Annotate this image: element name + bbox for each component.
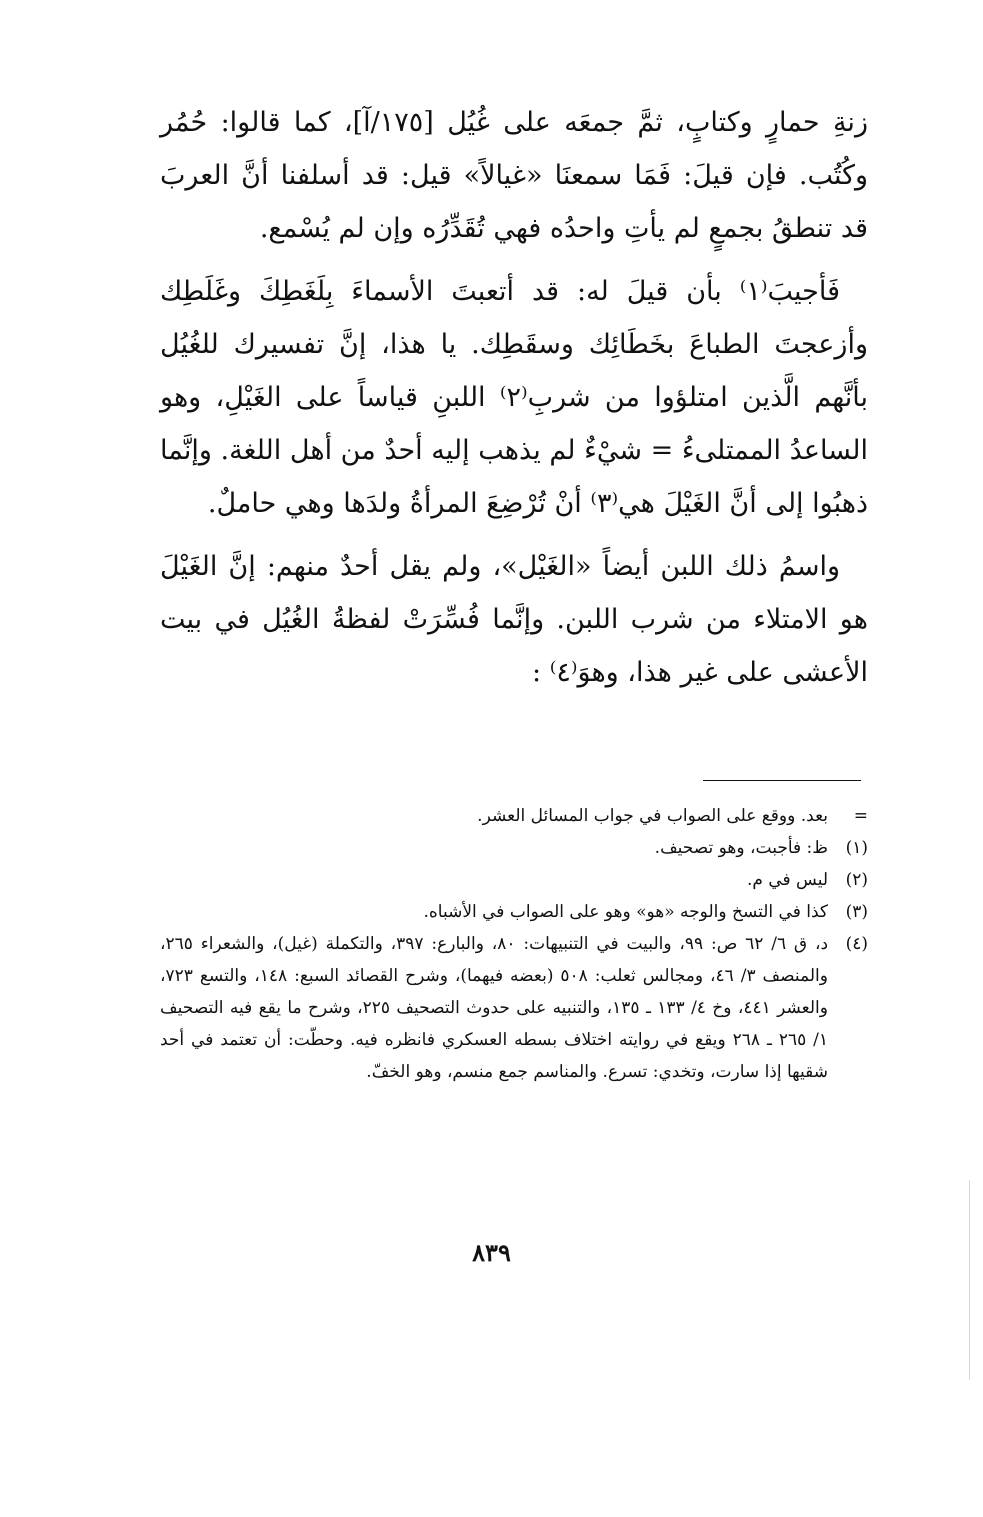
footnote-text: كذا في التسخ والوجه «هو» وهو على الصواب في الأشباه. [423, 902, 828, 922]
main-text [160, 96, 868, 709]
footnote-separator [703, 780, 861, 781]
footnote-text: بعد. ووقع على الصواب في جواب المسائل العشر. [477, 806, 828, 826]
footnote-2 [160, 864, 868, 896]
footnote-text: ظ: فأجبت، وهو تصحيف. [654, 838, 828, 858]
footnote-continued [160, 800, 868, 832]
footnotes [160, 800, 868, 1088]
footnote-text: ليس في م. [746, 870, 828, 890]
paragraph-2: فَأجيبَ⁽١⁾ بأن قيلَ له: قد أتعبتَ الأسماءَ بِلَغَطِكَ وغَلَطِك وأزعجتَ الطباعَ بخَطَائِك وسقَطِك. يا هذا، إنَّ تفسيرك للغُيُل بأنَّهم الَّذين امتلؤوا من شربِ⁽٢⁾ اللبنِ قياساً على الغَيْلِ، وهو الساعدُ الممتلىءُ = شيْءٌ لم يذهب إليه أحدٌ من أهل اللغة. وإنَّما ذهبُوا إلى أنَّ الغَيْلَ هي⁽٣⁾ أنْ تُرْضِعَ المرأةُ ولدَها وهي حاملٌ. [160, 276, 868, 519]
footnote-4 [160, 928, 868, 1088]
page-number: ٨٣٩ [472, 1238, 511, 1267]
footnote-text: د، ق ٦/ ٦٢ ص: ٩٩، والبيت في التنبيهات: ٨٠، والبارع: ٣٩٧، والتكملة (غيل)، والشعراء ٢٦٥، والمنصف ٣/ ٤٦، ومجالس ثعلب: ٥٠٨ (بعضه فيهما)، وشرح القصائد السبع: ١٤٨، والتسع ٧٢٣، والعشر ٤٤١، وخ ٤/ ١٣٣ ـ ١٣٥، والتنبيه على حدوث التصحيف ٢٢٥، وشرح ما يقع فيه التصحيف ١/ ٢٦٥ ـ ٢٦٨ ويقع في روايته اختلاف بسطه العسكري فانظره فيه. وحطّت: أن تعتمد في أحد شقيها إذا سارت، وتخدي: تسرع. والمناسم جمع منسم، وهو الخفّ. [160, 934, 829, 1082]
footnote-marker: (٤) [845, 934, 868, 954]
footnote-3 [160, 896, 868, 928]
scan-edge-line [969, 1180, 970, 1380]
footnote-marker: (١) [845, 838, 868, 858]
paragraph-1: زنةِ حمارٍ وكتابٍ، ثمَّ جمعَه على غُيُل [١٧٥/آ]، كما قالوا: حُمُر وكُتُب. فإن قيلَ: فَمَا سمعنَا «غيالاً» قيل: قد أسلفنا أنَّ العربَ قد تنطقُ بجمعٍ لم يأتِ واحدُه فهي تُقَدِّرُه وإن لم يُسْمع. [160, 107, 868, 244]
paragraph-3: واسمُ ذلك اللبن أيضاً «الغَيْل»، ولم يقل أحدٌ منهم: إنَّ الغَيْلَ هو الامتلاء من شرب اللبن. وإنَّما فُسِّرَتْ لفظةُ الغُيُل في بيت الأعشى على غير هذا، وهوَ⁽٤⁾ : [160, 551, 868, 688]
footnote-marker: (٣) [845, 902, 868, 922]
footnote-marker: = [853, 806, 868, 826]
footnote-marker: (٢) [845, 870, 868, 890]
footnote-1 [160, 832, 868, 864]
